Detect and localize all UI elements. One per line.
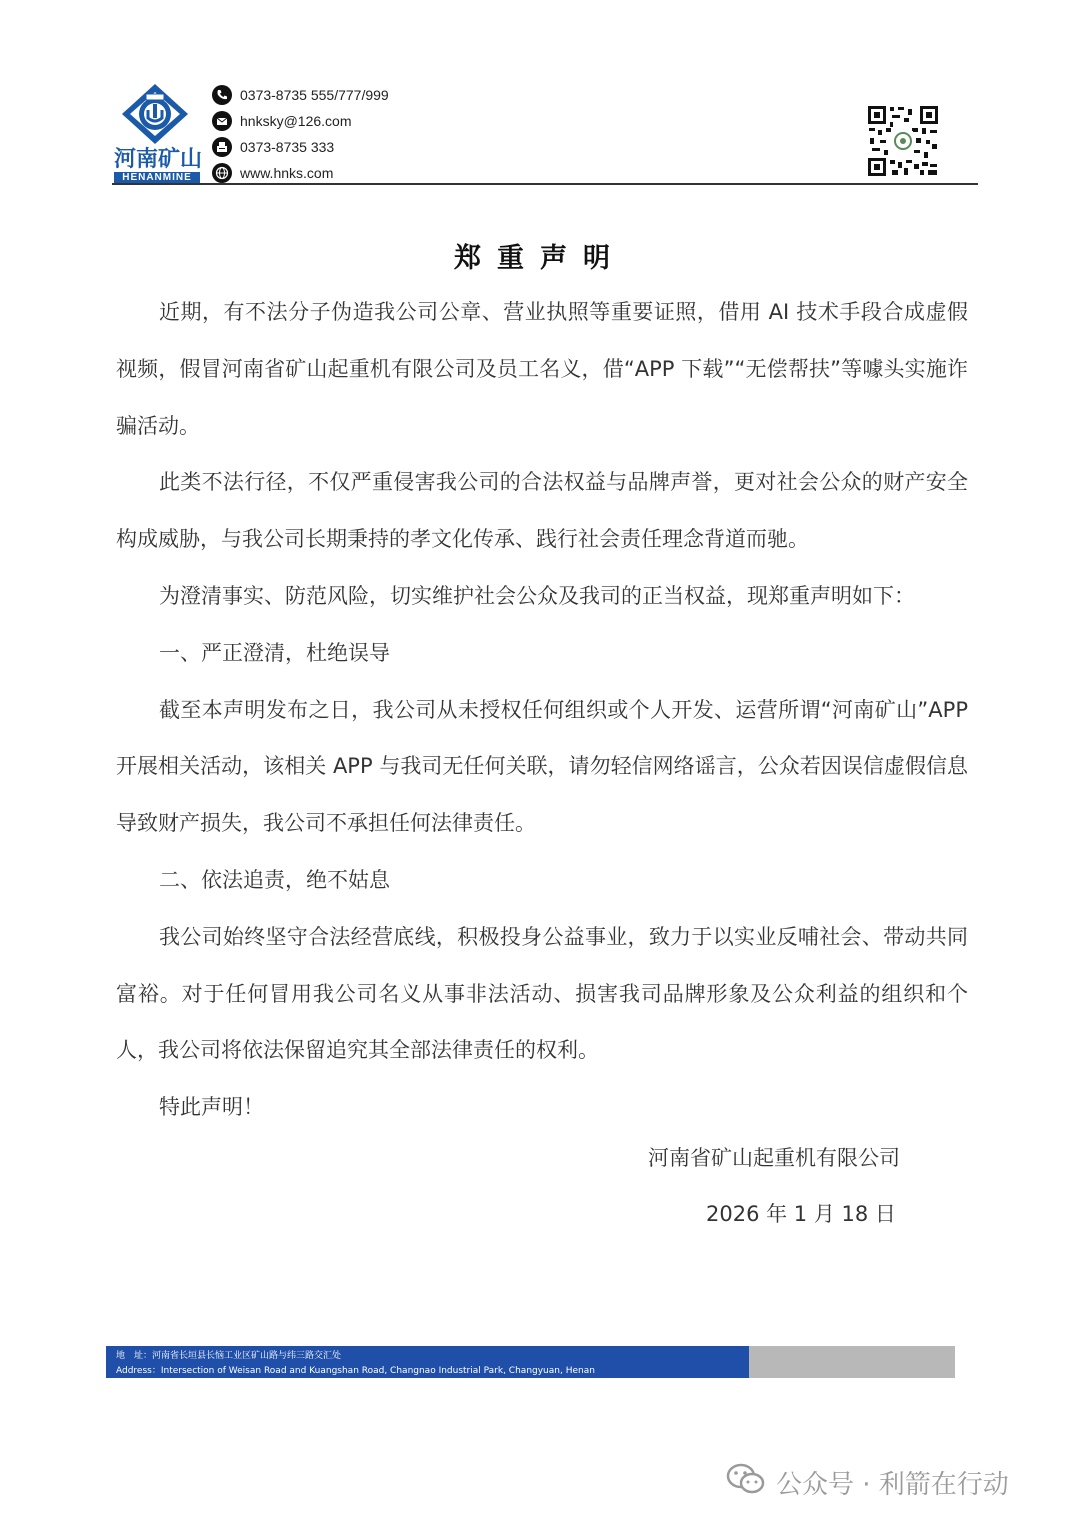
header-divider [112,183,978,185]
logo-emblem-icon [112,80,202,150]
signature-date: 2026 年 1 月 18 日 [706,1202,896,1226]
paragraph-intro: 近期，有不法分子伪造我公司公章、营业执照等重要证照，借用 AI 技术手段合成虚假视频，假冒河南省矿山起重机有限公司及员工名义，借“APP 下载”“无偿帮扶”等噱头实施诈骗活动。 [116,300,968,438]
contact-list [212,82,389,186]
phone-icon [212,85,232,105]
paragraph-harm: 此类不法行径，不仅严重侵害我公司的合法权益与品牌声誉，更对社会公众的财产安全构成威胁，与我公司长期秉持的孝文化传承、践行社会责任理念背道而驰。 [116,470,968,552]
contact-fax [212,134,389,160]
logo-name-cn: 河南矿山 [114,147,203,172]
fax-icon [212,137,232,157]
page-title: 郑重声明 [454,243,626,274]
paragraph-clarification: 截至本声明发布之日，我公司从未授权任何组织或个人开发、运营所谓“河南矿山”APP 开展相关活动，该相关 APP 与我司无任何关联，请勿轻信网络谣言，公众若因误信虚假信息导致财产损失，我公司不承担任何法律责任。 [116,697,968,836]
wechat-icon [726,1462,766,1503]
statement-body [116,284,968,1136]
contact-email [212,108,389,134]
qr-code-icon [866,104,940,178]
contact-email-text: hnksky@126.com [240,113,352,129]
logo-name-en: HENANMINE [114,172,200,184]
paragraph-accountability: 我公司始终坚守合法经营底线，积极投身公益事业，致力于以实业反哺社会、带动共同富裕。对于任何冒用我公司名义从事非法活动、损害我司品牌形象及公众利益的组织和个人，我公司将依法保留追究其全部法律责任的权利。 [116,924,968,1063]
contact-fax-text: 0373-8735 333 [240,139,335,155]
contact-phone-text: 0373-8735 555/777/999 [240,87,389,103]
footer-gray-bar [749,1346,955,1378]
paragraph-purpose: 为澄清事实、防范风险，切实维护社会公众及我司的正当权益，现郑重声明如下： [159,583,915,608]
signature-company: 河南省矿山起重机有限公司 [648,1146,900,1170]
contact-phone [212,82,389,108]
footer-address-en: Address：Intersection of Weisan Road and Kuangshan Road, Changnao Industrial Park, Changyuan, Henan [116,1366,595,1376]
section-heading-1: 一、严正澄清，杜绝误导 [159,640,390,665]
section-heading-2: 二、依法追责，绝不姑息 [159,867,390,892]
watermark-text: 公众号 · 利箭在行动 [776,1470,1009,1500]
email-icon [212,111,232,131]
wechat-watermark [726,1462,1009,1503]
footer-address-cn: 地 址：河南省长垣县长恼工业区矿山路与纬三路交汇处 [116,1351,342,1361]
contact-website-text: www.hnks.com [240,165,334,181]
paragraph-closing: 特此声明！ [159,1095,264,1120]
globe-icon [212,163,232,183]
